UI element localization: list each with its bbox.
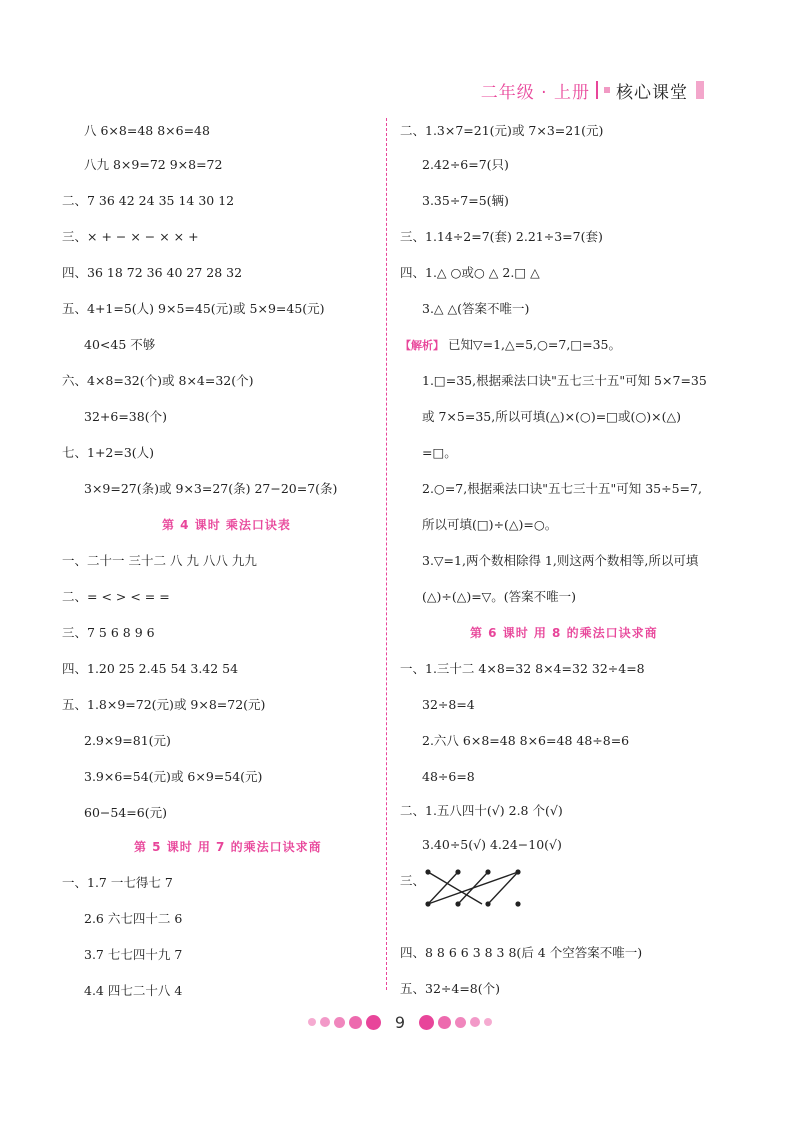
answer-line: 3.7 七七四十九 7 [84,947,183,962]
answer-line: 2.六八 6×8=48 8×6=48 48÷8=6 [422,733,630,748]
analysis-tag: 【解析】 [400,339,444,352]
header-square-icon [604,87,610,93]
answer-line: 一、1.7 一七得七 7 [62,875,173,890]
header-separator [596,81,598,99]
footer-dot-icon [349,1016,362,1029]
answer-line: 一、1.三十二 4×8=32 8×4=32 32÷4=8 [400,661,645,676]
answer-line: 2.9×9=81(元) [84,733,171,748]
answer-line: 六、4×8=32(个)或 8×4=32(个) [62,373,254,388]
answer-line: 三、1.14÷2=7(套) 2.21÷3=7(套) [400,229,603,244]
answer-line: 三、× + − × − × × + [62,229,199,244]
answer-line: 2.42÷6=7(只) [422,157,509,172]
answer-line: 3.40÷5(√) 4.24−10(√) [422,837,562,852]
answer-line: 七、1+2=3(人) [62,445,155,460]
answer-line: 四、36 18 72 36 40 27 28 32 [62,265,243,280]
answer-line: 32+6=38(个) [84,409,167,424]
answer-line: =□。 [422,445,457,460]
page-footer [0,1010,800,1034]
answer-line: 五、4+1=5(人) 9×5=45(元)或 5×9=45(元) [62,301,325,316]
answer-line: 五、32÷4=8(个) [400,981,501,996]
matching-dot [455,901,460,906]
matching-dot [455,869,460,874]
matching-lines-diagram [420,866,530,910]
answer-line: 40<45 不够 [84,337,156,352]
answer-line: 2.○=7,根据乘法口诀"五七三十五"可知 35÷5=7, [422,481,702,496]
matching-dot [485,901,490,906]
answer-line: 八 6×8=48 8×6=48 [84,123,210,138]
section-title: 第 5 课时 用 7 的乘法口诀求商 [134,840,322,854]
answer-line: 四、8 8 6 6 3 8 3 8(后 4 个空答案不唯一) [400,945,643,960]
answer-line: (△)÷(△)=▽。(答案不唯一) [422,589,577,604]
answer-line: 或 7×5=35,所以可填(△)×(○)=□或(○)×(△) [422,409,681,424]
analysis-text: 已知▽=1,△=5,○=7,□=35。 [447,337,622,352]
footer-dot-icon [470,1017,480,1027]
answer-line: 二、7 36 42 24 35 14 30 12 [62,193,235,208]
section-title: 第 4 课时 乘法口诀表 [162,518,291,532]
answer-line: 3.35÷7=5(辆) [422,193,509,208]
section-title: 第 6 课时 用 8 的乘法口诀求商 [470,626,658,640]
grade-label: 二年级 · 上册 [480,82,590,103]
answer-line: 八九 8×9=72 9×8=72 [84,157,223,172]
answer-line: 3.▽=1,两个数相除得 1,则这两个数相等,所以可填 [422,553,699,568]
footer-dot-icon [320,1017,330,1027]
matching-dot [515,901,520,906]
footer-dot-icon [438,1016,451,1029]
matching-dot [425,869,430,874]
answer-line: 一、二十一 三十二 八 九 八八 九九 [62,553,257,568]
answer-line: 二、1.3×7=21(元)或 7×3=21(元) [400,123,604,138]
page-number: 9 [394,1012,406,1032]
footer-dot-icon [455,1017,466,1028]
answer-line: 48÷6=8 [422,769,475,784]
footer-dot-icon [308,1018,316,1026]
core-class-label: 核心课堂 [616,82,688,103]
answer-line: 三、7 5 6 8 9 6 [62,625,155,640]
answer-line: 二、= < > < = = [62,589,170,604]
footer-dot-icon [484,1018,492,1026]
answer-line: 1.□=35,根据乘法口诀"五七三十五"可知 5×7=35 [422,373,707,388]
page-header [481,78,704,102]
column-divider [386,118,387,990]
answer-line: 三、 [400,873,426,888]
answer-line: 四、1.△ ○或○ △ 2.□ △ [400,265,540,280]
analysis-line [400,336,621,355]
header-bar-icon [696,81,704,99]
answer-line: 3.△ △(答案不唯一) [422,301,530,316]
footer-dot-icon [419,1015,434,1030]
footer-dot-icon [334,1017,345,1028]
answer-line: 3×9=27(条)或 9×3=27(条) 27−20=7(条) [84,481,338,496]
answer-line: 二、1.五八四十(√) 2.8 个(√) [400,803,563,818]
answer-line: 2.6 六七四十二 6 [84,911,183,926]
answer-line: 四、1.20 25 2.45 54 3.42 54 [62,661,239,676]
answer-line: 60−54=6(元) [84,805,167,820]
matching-dot [485,869,490,874]
footer-dot-icon [366,1015,381,1030]
answer-line: 32÷8=4 [422,697,475,712]
answer-line: 3.9×6=54(元)或 6×9=54(元) [84,769,263,784]
answer-line: 4.4 四七二十八 4 [84,983,183,998]
answer-line: 所以可填(□)÷(△)=○。 [422,517,558,532]
answer-line: 五、1.8×9=72(元)或 9×8=72(元) [62,697,266,712]
